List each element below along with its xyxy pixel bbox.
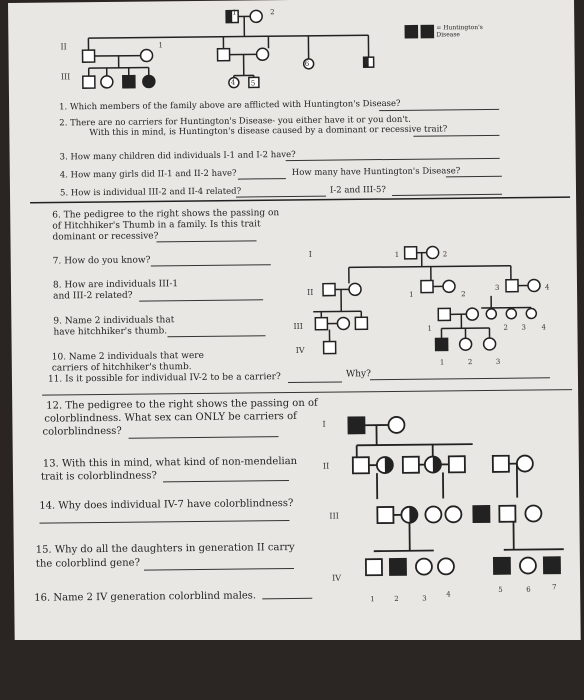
ped1-number: 6 xyxy=(304,59,310,68)
ped2-number: 2 xyxy=(461,290,466,299)
ped3-number: 5 xyxy=(498,585,503,594)
question-9a: 9. Name 2 individuals that xyxy=(53,315,175,327)
background-table xyxy=(0,640,584,700)
ped3-gen-iii: III xyxy=(329,511,339,521)
ped1-number: 1 xyxy=(232,8,237,17)
worksheet-page xyxy=(8,0,581,663)
ped3-gen-i: I xyxy=(322,419,326,429)
question-9b: have hitchhiker's thumb. xyxy=(53,326,168,338)
ped2-number: 1 xyxy=(439,358,445,367)
ped3-number: 6 xyxy=(526,585,531,594)
ped1-number: 2 xyxy=(270,8,275,17)
section-divider xyxy=(30,197,570,203)
ped2-number: 2 xyxy=(442,250,448,259)
gen-label-iii: III xyxy=(60,72,71,82)
ped2-number: 2 xyxy=(467,358,473,367)
question-11-why: Why? xyxy=(345,369,371,380)
ped2-gen-i: I xyxy=(308,249,312,259)
ped3-number: 4 xyxy=(446,590,451,599)
ped3-gen-iv: IV xyxy=(332,573,342,583)
ped3-number: 2 xyxy=(394,594,399,603)
ped1-number: 5 xyxy=(250,79,256,88)
question-8b: and III-2 related? xyxy=(53,290,133,302)
ped2-number: 3 xyxy=(494,283,500,292)
ped2-number: 4 xyxy=(541,323,546,332)
pedigree-huntingtons xyxy=(82,9,434,90)
ped2-gen-ii: II xyxy=(307,287,314,297)
question-6a: 6. The pedigree to the right shows the passing on xyxy=(52,208,280,221)
question-12a: 12. The pedigree to the right shows the passing on of xyxy=(46,397,318,412)
question-4a: 4. How many girls did II-1 and II-2 have? xyxy=(59,168,237,181)
ped2-number: 3 xyxy=(495,357,501,366)
ped2-gen-iv: IV xyxy=(295,345,305,355)
question-1: 1. Which members of the family above are afflicted with Huntington's Disease? xyxy=(59,98,401,113)
ped2-number: 4 xyxy=(544,283,550,292)
ped1-number: 4 xyxy=(230,78,236,87)
question-3: 3. How many children did individuals I-1 and I-2 have? xyxy=(59,149,296,163)
ped2-number: 1 xyxy=(409,290,414,299)
question-10b: carriers of hitchhiker's thumb. xyxy=(51,362,192,374)
ped2-number: 1 xyxy=(394,250,400,259)
question-16: 16. Name 2 IV generation colorblind males. xyxy=(34,590,257,604)
question-6b: of Hitchhiker's Thumb in a family. Is this trait xyxy=(52,219,261,232)
question-12c: colorblindness? xyxy=(42,425,122,438)
legend-label: = Huntington's Disease xyxy=(436,23,483,39)
ped1-number: 8 xyxy=(364,58,370,67)
question-12b: colorblindness. What sex can ONLY be carriers of xyxy=(44,410,297,425)
ped3-number: 3 xyxy=(422,594,427,603)
ped1-number: 1 xyxy=(158,41,163,50)
question-2a: 2. There are no carriers for Huntington's Disease- you either have it or you don't. xyxy=(59,114,411,129)
ped2-number: 1 xyxy=(427,324,432,333)
question-5b: I-2 and III-5? xyxy=(329,185,386,196)
question-6c: dominant or recessive? xyxy=(52,231,159,243)
question-15b: the colorblind gene? xyxy=(35,557,140,570)
question-13a: 13. With this in mind, what kind of non-mendelian xyxy=(42,455,298,470)
question-13b: trait is colorblindness? xyxy=(40,470,157,483)
ped2-number: 3 xyxy=(521,323,526,332)
question-8a: 8. How are individuals III-1 xyxy=(52,279,179,291)
gen-label-ii: II xyxy=(60,42,67,52)
question-2b: With this in mind, is Huntington's disease caused by a dominant or recessive trait? xyxy=(89,124,448,139)
ped2-number: 2 xyxy=(503,323,508,332)
pedigree-hitchhikers-thumb xyxy=(313,245,541,353)
question-10a: 10. Name 2 individuals that were xyxy=(51,350,204,363)
question-4b: How many have Huntington's Disease? xyxy=(291,166,461,179)
ped3-number: 7 xyxy=(552,583,557,592)
question-7: 7. How do you know? xyxy=(52,255,151,267)
ped3-number: 1 xyxy=(370,595,375,604)
ped3-gen-ii: II xyxy=(322,461,330,471)
ped2-gen-iii: III xyxy=(293,321,303,331)
question-5a: 5. How is individual III-2 and II-4 related? xyxy=(59,186,242,199)
question-14: 14. Why does individual IV-7 have colorblindness? xyxy=(39,498,294,512)
question-11: 11. Is it possible for individual IV-2 to be a carrier? xyxy=(47,372,281,385)
question-15a: 15. Why do all the daughters in generation II carry xyxy=(35,541,295,556)
pedigree-colorblindness xyxy=(348,415,564,575)
